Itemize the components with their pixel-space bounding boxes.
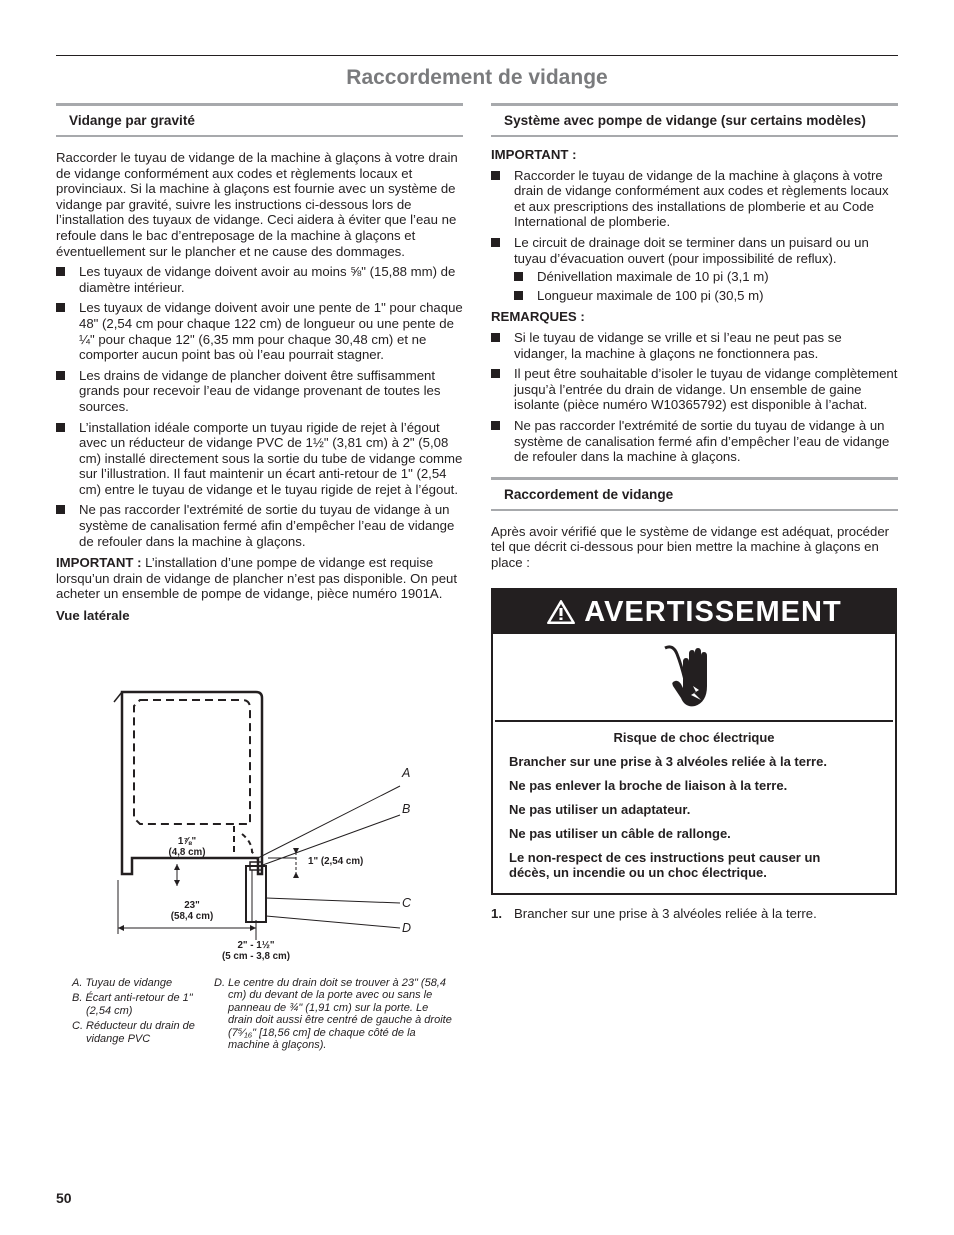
dim-airgap-label: 1" (2,54 cm) xyxy=(308,856,364,867)
warning-icon-area xyxy=(495,634,893,722)
section-heading-pump: Système avec pompe de vidange (sur certains modèles) xyxy=(491,103,898,137)
gravity-bullets xyxy=(56,264,463,549)
warning-line: Risque de choc électrique xyxy=(613,730,775,745)
important-note xyxy=(56,555,463,602)
side-view-diagram xyxy=(56,684,463,974)
gravity-intro: Raccorder le tuyau de vidange de la machine à glaçons à votre drain de vidange conformément aux codes et règlements locaux et provinciaux. Si la machine à glaçons est fournie avec un système de vidange par gravité, suivre les instructions ci-dessous lors de l’installation des tuyaux de vidange. Ceci aidera à éviter que l’eau ne refoule dans le bac d’entreposage de la machine à glaçons et éventuellement sur le plancher et ne cause des dommages. xyxy=(56,150,458,259)
section-heading-gravity: Vidange par gravité xyxy=(56,103,463,137)
important-label: IMPORTANT : xyxy=(56,555,142,571)
list-item: Longueur maximale de 100 pi (30,5 m) xyxy=(514,288,898,304)
warning-line: Ne pas enlever la broche de liaison à la terre. xyxy=(509,778,788,793)
callout-c: C xyxy=(402,896,412,910)
figure-legend-left xyxy=(72,977,202,1048)
list-item: Il peut être souhaitable d’isoler le tuyau de vidange complètement jusqu’à l’entrée du drain de vidange. Un ensemble de gaine isolante (pièce numéro W10365792) est disponible à l’achat. xyxy=(491,366,898,413)
warning-header xyxy=(493,590,895,634)
callout-d: D xyxy=(402,921,412,935)
step-number: 1. xyxy=(491,906,502,921)
legend-item: B. Écart anti-retour de 1" (2,54 cm) xyxy=(72,992,193,1017)
dim-gap-label: 1⅞" (4,8 cm) xyxy=(168,836,206,858)
warning-line: Le non-respect de ces instructions peut causer un décès, un incendie ou un choc électrique. xyxy=(509,850,821,880)
list-item: Ne pas raccorder l'extrémité de sortie du tuyau de vidange à un système de canalisation fermé afin d’empêcher l’eau de vidange de refouler dans la machine à glaçons. xyxy=(56,502,463,549)
step-1 xyxy=(491,906,898,921)
legend-item: C. Réducteur du drain de vidange PVC xyxy=(72,1020,195,1045)
list-item: Si le tuyau de vidange se vrille et si l’eau ne peut pas se vidanger, la machine à glaçons ne fonctionnera pas. xyxy=(491,330,898,361)
warning-triangle-icon xyxy=(546,599,576,625)
warning-title: AVERTISSEMENT xyxy=(584,595,842,628)
figure-legend-right xyxy=(214,977,454,1054)
list-item: Ne pas raccorder l'extrémité de sortie du tuyau de vidange à un système de canalisation fermé afin d’empêcher l’eau de vidange de refouler dans la machine à glaçons. xyxy=(491,418,898,465)
electric-shock-hand-icon xyxy=(659,640,723,716)
warning-line: Ne pas utiliser un câble de rallonge. xyxy=(509,826,731,841)
figure-title: Vue latérale xyxy=(56,608,130,624)
list-item: Les tuyaux de vidange doivent avoir une pente de 1" pour chaque 48" (2,54 cm pour chaque 122 cm) de longueur ou une pente de ¼" pour chaque 12" (6,35 mm pour chaque 30,48 cm) et ne comporter aucun point bas où l’eau pourrait stagner. xyxy=(56,300,463,362)
callout-b: B xyxy=(402,802,411,816)
list-item: Le circuit de drainage doit se terminer dans un puisard ou un tuyau d’évacuation ouvert (pour impossibilité de reflux). xyxy=(491,235,898,266)
pump-sub-bullets xyxy=(491,269,898,303)
list-item: Les tuyaux de vidange doivent avoir au moins ⅝" (15,88 mm) de diamètre intérieur. xyxy=(56,264,463,295)
pump-important-bullets xyxy=(491,168,898,267)
right-column xyxy=(491,103,898,570)
section-heading-connection: Raccordement de vidange xyxy=(491,477,898,511)
top-rule xyxy=(56,55,898,56)
important-label-right: IMPORTANT : xyxy=(491,147,577,162)
connection-intro: Après avoir vérifié que le système de vidange est adéquat, procéder tel que décrit ci-dessous pour bien mettre la machine à glaçons en place : xyxy=(491,523,890,570)
warning-box xyxy=(491,588,897,895)
page-number: 50 xyxy=(56,1190,72,1206)
warning-line: Ne pas utiliser un adaptateur. xyxy=(509,802,691,817)
list-item: Raccorder le tuyau de vidange de la machine à glaçons à votre drain de vidange conformément aux codes et règlements locaux et aux prescriptions des installations de plomberie et au Code International de plomberie. xyxy=(491,168,898,230)
callout-a: A xyxy=(402,766,411,780)
remarks-bullets xyxy=(491,330,898,465)
legend-item: A. Tuyau de vidange xyxy=(72,977,173,989)
warning-text xyxy=(509,730,879,889)
list-item: L’installation idéale comporte un tuyau rigide de rejet à l’égout avec un réducteur de vidange PVC de 1½" (3,81 cm) à 2" (5,08 cm) installé directement sous la sortie du tube de vidange comme sur l’illustration. Il faut maintenir un écart anti-retour de 1" (2,54 cm) entre le tuyau de vidange et le tuyau rigide de rejet à l’égout. xyxy=(56,420,463,498)
page-title: Raccordement de vidange xyxy=(346,66,608,89)
dim-depth-label: 23" (58,4 cm) xyxy=(170,900,214,922)
left-column xyxy=(56,103,463,624)
list-item: Les drains de vidange de plancher doivent être suffisamment grands pour recevoir l’eau de vidange provenant de toutes les sources. xyxy=(56,368,463,415)
remarks-label: REMARQUES : xyxy=(491,309,585,325)
important-text: L’installation d’une pompe de vidange est requise lorsqu’un drain de vidange de plancher n’est pas disponible. On peut acheter un ensemble de pompe de vidange, pièce numéro 1901A. xyxy=(56,555,458,602)
list-item: Dénivellation maximale de 10 pi (3,1 m) xyxy=(514,269,898,285)
warning-line: Brancher sur une prise à 3 alvéoles reliée à la terre. xyxy=(509,754,827,769)
dim-pipe-label: 2" - 1½" (5 cm - 3,8 cm) xyxy=(221,940,291,962)
step-text: Brancher sur une prise à 3 alvéoles reliée à la terre. xyxy=(514,906,817,921)
legend-item: D. Le centre du drain doit se trouver à 23" (58,4 cm) du devant de la porte avec ou sans le panneau de ¾" (1,91 cm) sur la porte. Le drain doit aussi être centré de gauche à droite (7⁵⁄₁₆" [18,56 cm] de chaque côté de la machine à glaçons). xyxy=(214,977,452,1052)
